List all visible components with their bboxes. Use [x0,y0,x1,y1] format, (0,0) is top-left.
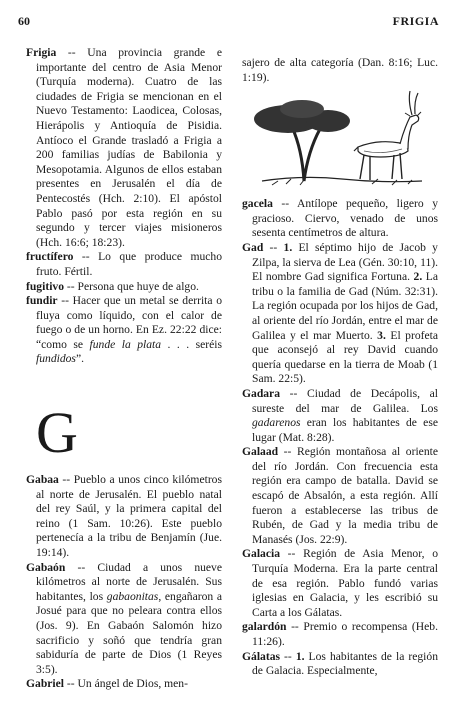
entries-after-g [26,473,222,692]
entry-text: -- [263,240,284,254]
entry-headword: gacela [242,197,273,211]
entry-headword: Gadara [242,386,281,400]
page-number: 60 [18,14,30,28]
entry-text: -- Región de Asia Menor, o Turquía Moderna. Era la parte central de esa región. Pablo fundó varias iglesias en Galacia, y les escribió su Carta a los Gálatas. [252,547,438,619]
entries-before-g [26,46,222,367]
entry-text: -- Persona que huye de algo. [64,279,199,293]
entry-headword: Galaad [242,445,279,459]
entry-text: funde la plata [89,337,162,351]
entry-text: , engañaron a Josué para que no peleara contra ellos (Jos. 9). En Gabaón Salomón hizo sacrificio y soñó que tendría gran sabiduría de parte de Dios (1 Reyes 3:5). [36,589,222,676]
entry-headword: Gabriel [26,677,64,691]
entry-text: -- Ciudad a unos nueve kilómetros al norte de Jerusalén. Sus habitantes, los [36,560,222,603]
entry-text: -- Premio o recompensa (Heb. 11:26). [252,620,438,648]
entry-text: El profeta que aconsejó al rey David cuando quería quedarse en la tierra de Moab (1 Sam. 22:5). [252,328,438,386]
entry-text: 3. [377,328,386,342]
gazelle-icon [242,89,438,191]
entry-headword: Galacia [242,547,280,561]
gazelle-illustration [242,89,438,191]
entry-text: Los habitantes de la región de Galacia. Especialmente, [252,649,438,678]
entry-text: 1. [283,240,293,254]
dictionary-entry [26,677,222,692]
dictionary-entry [26,250,222,279]
entry-headword: Gálatas [242,649,281,663]
entry-text: gabaonitas [106,589,159,603]
section-letter: G [36,400,78,466]
entry-continuation: sajero de alta categoría (Dan. 8:16; Luc. 1:19). [242,56,438,84]
dictionary-entry [26,294,222,367]
entry-text: ”. [75,352,84,366]
entry-text: El séptimo hijo de Jacob y Zilpa, la sierva de Lea (Gén. 30:10, 11). El nombre Gad significa Fortuna. [252,240,438,284]
dictionary-entry [26,473,222,561]
entry-text: gadarenos [252,416,301,430]
entry-text: -- Antílope pequeño, ligero y gracioso. Ciervo, venado de unos sesenta centímetros de altura. [252,197,438,240]
dictionary-entry [242,387,438,445]
entry-text: -- Pueblo a unos cinco kilómetros al norte de Jerusalén. El pueblo natal del rey Saúl, y la primera capital del reino (1 Sam. 10:26). Este pueblo pertenecía a la tribu de Benjamín (Jue. 19:14). [36,473,222,560]
entry-headword: fugitivo [26,279,65,293]
dictionary-entry [242,650,438,679]
entry-headword: Frigia [26,46,57,59]
entry-text: -- Región montañosa al oriente del río Jordán. Con frecuencia esta región era campo de batalla. David se escapó de Absalón, a esta región. Allí fueron a establecerse las tribus de Rubén, de Gad y la media tribu de Manasés (Jos. 22:9). [252,445,438,546]
dictionary-entry [26,280,222,295]
entry-text: -- Lo que produce mucho fruto. Fértil. [36,250,222,278]
entry-headword: fructífero [26,250,74,264]
entry-text: 1. [295,649,305,663]
running-head: FRIGIA [392,14,439,28]
entry-text: -- Ciudad de Decápolis, al sureste del mar de Galilea. Los [252,386,438,415]
entry-headword: galardón [242,620,287,634]
dictionary-entry [242,241,438,387]
entry-text: 2. [413,270,423,284]
dictionary-entry [26,46,222,250]
entry-text: La tribu o la familia de Gad (Núm. 32:31). La región ocupada por los hijos de Gad, al oriente del río Jordán, entre el mar de Galilea y el mar Muerto. [252,270,438,342]
entry-text: -- [280,649,296,663]
dictionary-entry [242,547,438,620]
dictionary-entry [242,197,438,241]
dictionary-entry [242,445,438,547]
dictionary-entry [242,620,438,649]
entry-headword: fundir [26,294,58,308]
entry-text: fundidos [36,352,76,366]
right-entries [242,197,438,679]
entry-text: -- Un ángel de Dios, men- [64,677,188,691]
entry-headword: Gad [242,240,264,254]
right-column [242,56,438,679]
left-column [26,46,222,692]
entry-headword: Gabaa [26,473,59,487]
entry-text: -- Hacer que un metal se derrita o fluya como líquido, con el calor de fuego o de un horno. En Ez. 22:22 dice: “como se [36,294,222,351]
entry-text: . . . seréis [161,337,223,351]
entry-headword: Gabaón [26,560,66,574]
entry-text: eran los habitantes de ese lugar (Mat. 8:28). [252,416,438,444]
entry-text: -- Una provincia grande e importante del centro de Asia Menor (Turquía moderna). Cuatro de las ciudades de Frigia se mencionan en el Nuevo Testamento: Laodicea, Colosas, Hierápolis y Antioquía de Pisidia. Antíoco el Grande trasladó a Frigia a 200 familias judías de Babilonia y Mesopotamia. Algunos de ellos estaban presentes en Jerusalén el día de Pentecostés (Hch. 2:10). El apóstol Pablo pasó por esta región en su segundo y tercer viajes misioneros (Hch. 16:6; 18:23). [36,46,222,249]
dictionary-entry [26,561,222,678]
